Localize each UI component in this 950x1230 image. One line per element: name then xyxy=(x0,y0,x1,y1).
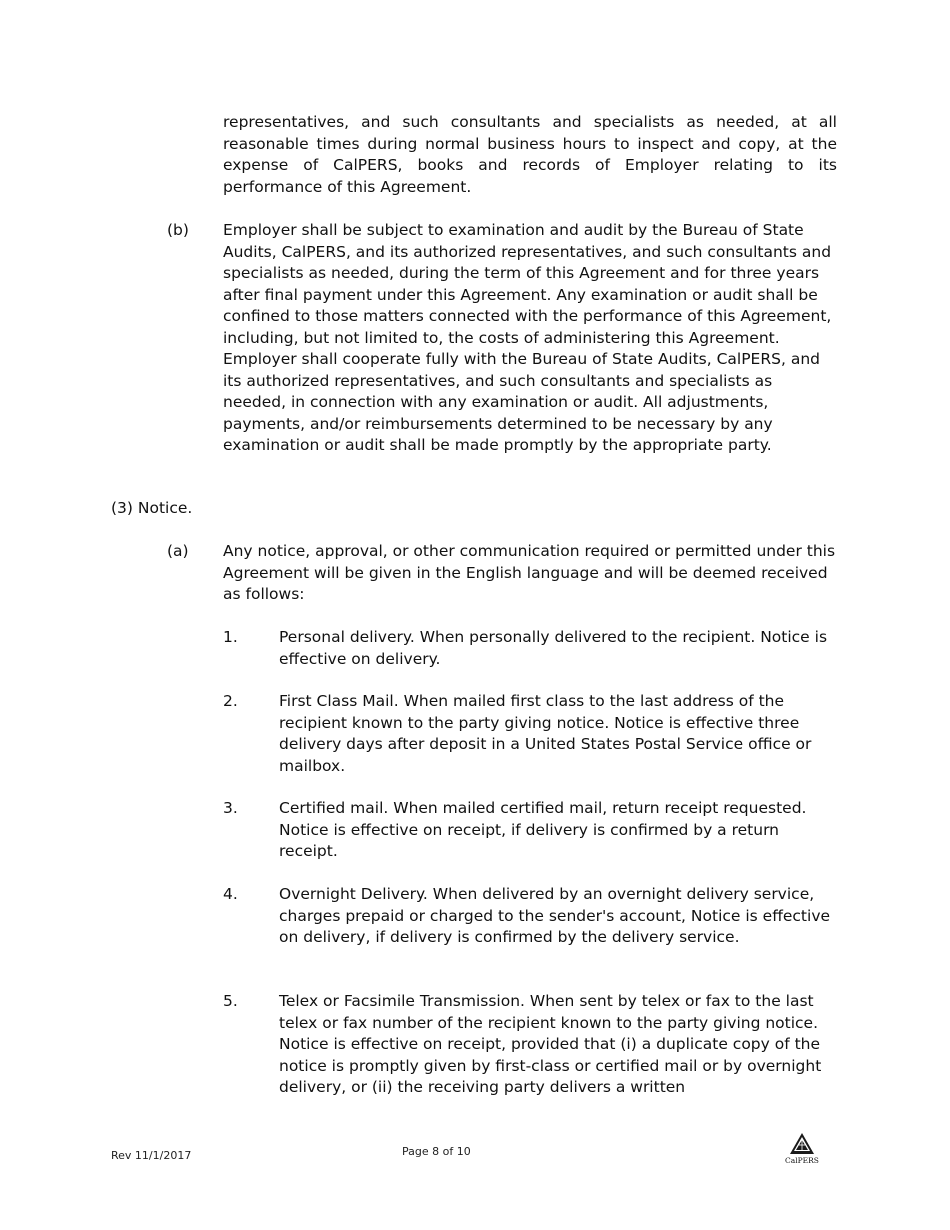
clause-a-text: Any notice, approval, or other communication required or permitted under this Agreement will be given in the English language and will be deemed received as follows: xyxy=(223,542,836,603)
clause-b-text: Employer shall be subject to examination and audit by the Bureau of State Audits, CalPERS, and its authorized representatives, and such consultants and specialists as needed, during the term of this Agreement and for three years after final payment under this Agreement. Any examination or audit shall be confined to those matters connected with the performance of this Agreement, including, but not limited to, the costs of administering this Agreement. Employer shall cooperate fully with the Bureau of State Audits, CalPERS, and its authorized representatives, and such consultants and specialists as needed, in connection with any examination or audit. All adjustments, payments, and/or reimbursements determined to be necessary by any examination or audit shall be made promptly by the appropriate party. xyxy=(223,221,832,454)
footer-revision: Rev 11/1/2017 xyxy=(111,1149,192,1162)
list-item-number: 2. xyxy=(223,692,238,710)
list-item-number: 4. xyxy=(223,885,238,903)
list-item-text: Personal delivery. When personally delivered to the recipient. Notice is effective on delivery. xyxy=(279,628,828,668)
list-item-text: First Class Mail. When mailed first class to the last address of the recipient known to the party giving notice. Notice is effective three delivery days after deposit in a United States Postal Service office or mailbox. xyxy=(279,692,812,775)
footer-page-number: Page 8 of 10 xyxy=(402,1145,471,1158)
list-item-text: Certified mail. When mailed certified mail, return receipt requested. Notice is effective on receipt, if delivery is confirmed by a return receipt. xyxy=(279,799,807,860)
clause-b-label: (b) xyxy=(167,221,189,239)
list-item-number: 3. xyxy=(223,799,238,817)
list-item-number: 1. xyxy=(223,628,238,646)
section-notice-heading: (3) Notice. xyxy=(111,499,193,517)
logo-caption: CalPERS xyxy=(785,1156,819,1165)
continuation-paragraph: representatives, and such consultants and specialists as needed, at all reasonable times during normal business hours to inspect and copy, at the expense of CalPERS, books and records of Employer relating to its performance of this Agreement. xyxy=(223,113,837,196)
list-item-text: Telex or Facsimile Transmission. When sent by telex or fax to the last telex or fax number of the recipient known to the party giving notice. Notice is effective on receipt, provided that (i) a duplicate copy of the notice is promptly given by first-class or certified mail or by overnight delivery, or (ii) the receiving party delivers a written xyxy=(279,992,822,1096)
clause-a-label: (a) xyxy=(167,542,189,560)
list-item-number: 5. xyxy=(223,992,238,1010)
list-item-text: Overnight Delivery. When delivered by an overnight delivery service, charges prepaid or charged to the sender's account, Notice is effective on delivery, if delivery is confirmed by the delivery service. xyxy=(279,885,831,946)
